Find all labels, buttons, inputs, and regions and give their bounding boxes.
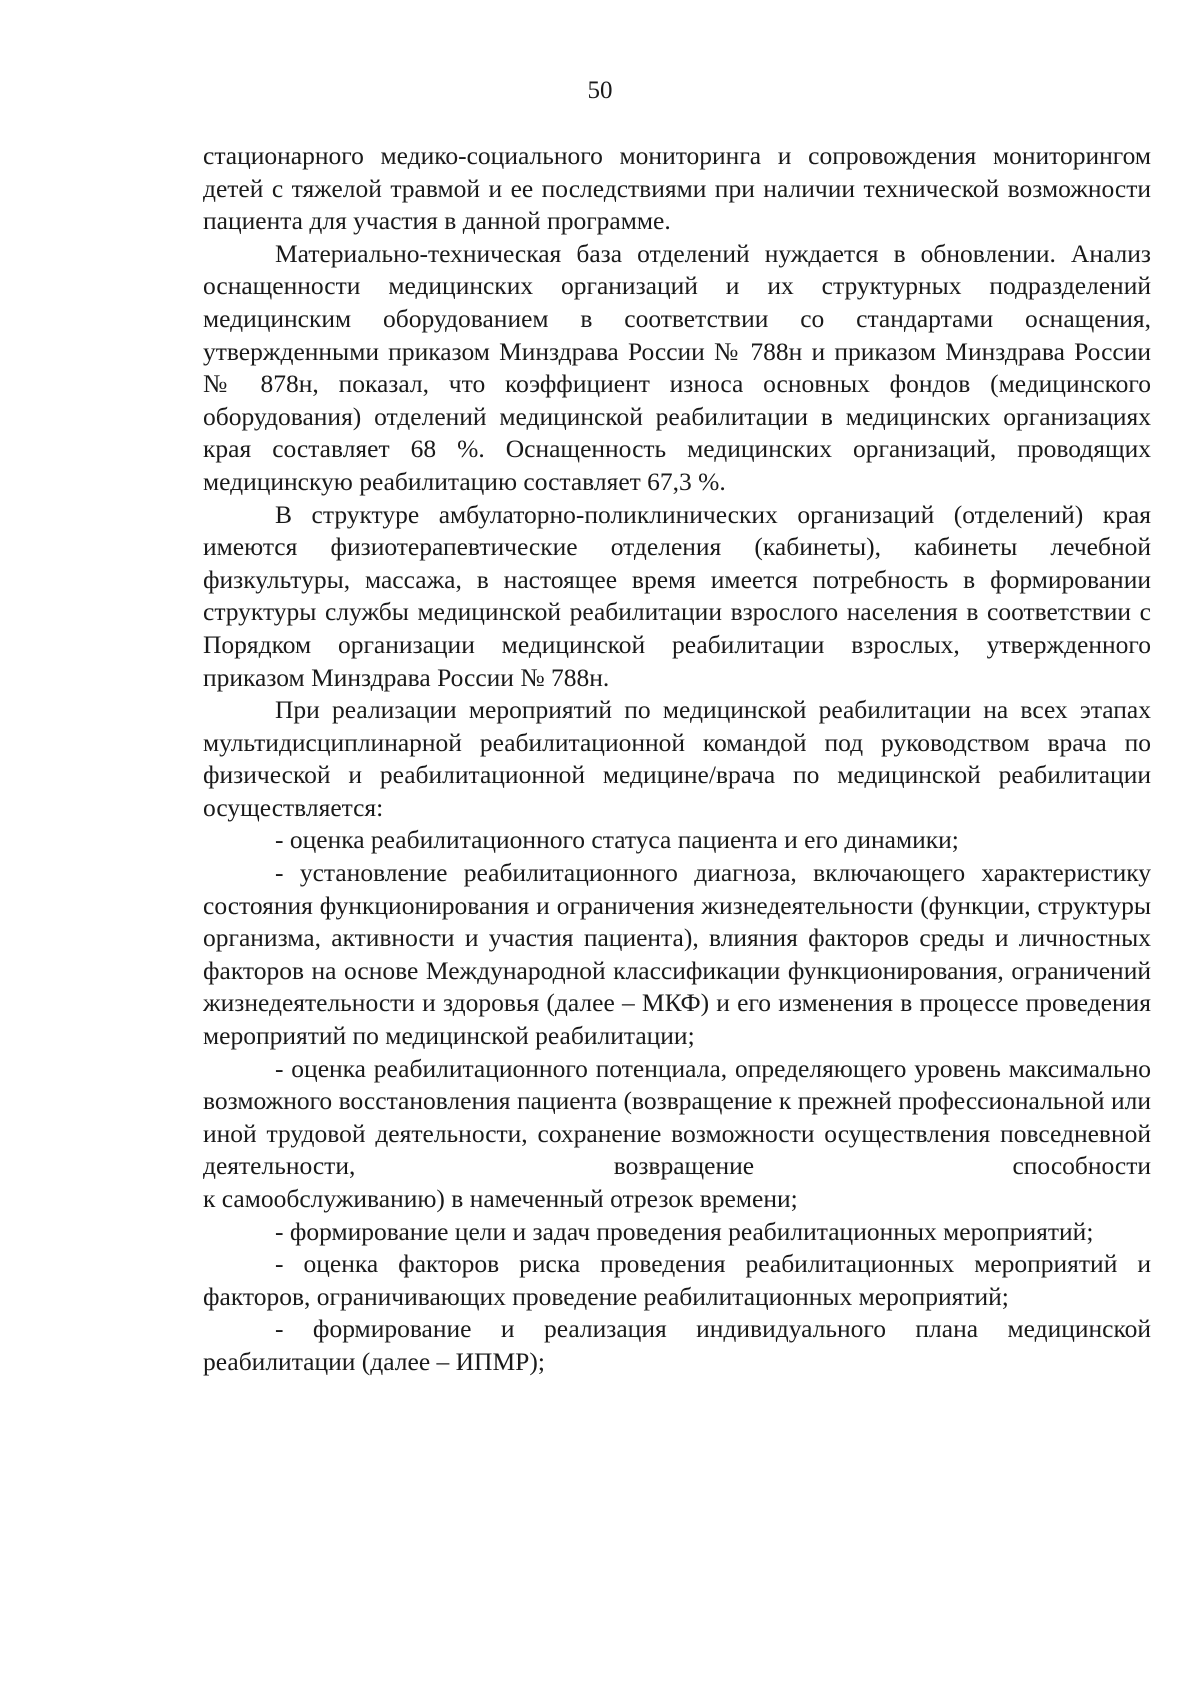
list-item: - оценка реабилитационного потенциала, определяющего уровень максимально возможного восстановления пациента (возвращение к прежней профессиональной или иной трудовой деятельности, сохранение возможности осуществления повседневной деятельности, возвращение способности (203, 1053, 1151, 1181)
list-item-continuation: к самообслуживанию) в намеченный отрезок времени; (203, 1184, 798, 1213)
paragraph-measures-intro: При реализации мероприятий по медицинской реабилитации на всех этапах мультидисциплинарной реабилитационной командой под руководством врача по физической и реабилитационной медицине/врача по медицинской реабилитации осуществляется: (203, 695, 1151, 822)
paragraph-equipment: Материально-техническая база отделений нуждается в обновлении. Анализ оснащенности медицинских организаций и их структурных подразделений медицинским оборудованием в соответствии со стандартами оснащения, утвержденными приказом Минздрава России № 788н и приказом Минздрава России № 878н, показал, что коэффициент износа основных фондов (медицинского оборудования) отделений медицинской реабилитации в медицинских организациях края составляет 68 %. Оснащенность медицинских организаций, проводящих медицинскую реабилитацию составляет 67,3 %. (203, 238, 1151, 496)
list-item: - оценка факторов риска проведения реабилитационных мероприятий и факторов, ограничивающих проведение реабилитационных мероприятий; (203, 1249, 1151, 1311)
document-body (203, 140, 1151, 1379)
list-item: - формирование и реализация индивидуального плана медицинской реабилитации (далее – ИПМР); (203, 1314, 1151, 1376)
page-number: 50 (587, 77, 613, 104)
paragraph-structure: В структуре амбулаторно-поликлинических организаций (отделений) края имеются физиотерапевтические отделения (кабинеты), кабинеты лечебной физкультуры, массажа, в настоящее время имеется потребность в формировании структуры службы медицинской реабилитации взрослого населения в соответствии с Порядком организации медицинской реабилитации взрослых, утвержденного приказом Минздрава России № 788н. (203, 499, 1151, 692)
list-item: - установление реабилитационного диагноза, включающего характеристику состояния функционирования и ограничения жизнедеятельности (функции, структуры организма, активности и участия пациента), влияния факторов среды и личностных факторов на основе Международной классификации функционирования, ограничений жизнедеятельности и здоровья (далее – МКФ) и его изменения в процессе проведения мероприятий по медицинской реабилитации; (203, 858, 1151, 1051)
list-item: - оценка реабилитационного статуса пациента и его динамики; (275, 825, 959, 855)
list-item: - формирование цели и задач проведения реабилитационных мероприятий; (275, 1216, 1094, 1246)
paragraph-continuation: стационарного медико-социального мониторинга и сопровождения мониторингом детей с тяжелой травмой и ее последствиями при наличии технической возможности пациента для участия в данной программе. (203, 141, 1151, 236)
